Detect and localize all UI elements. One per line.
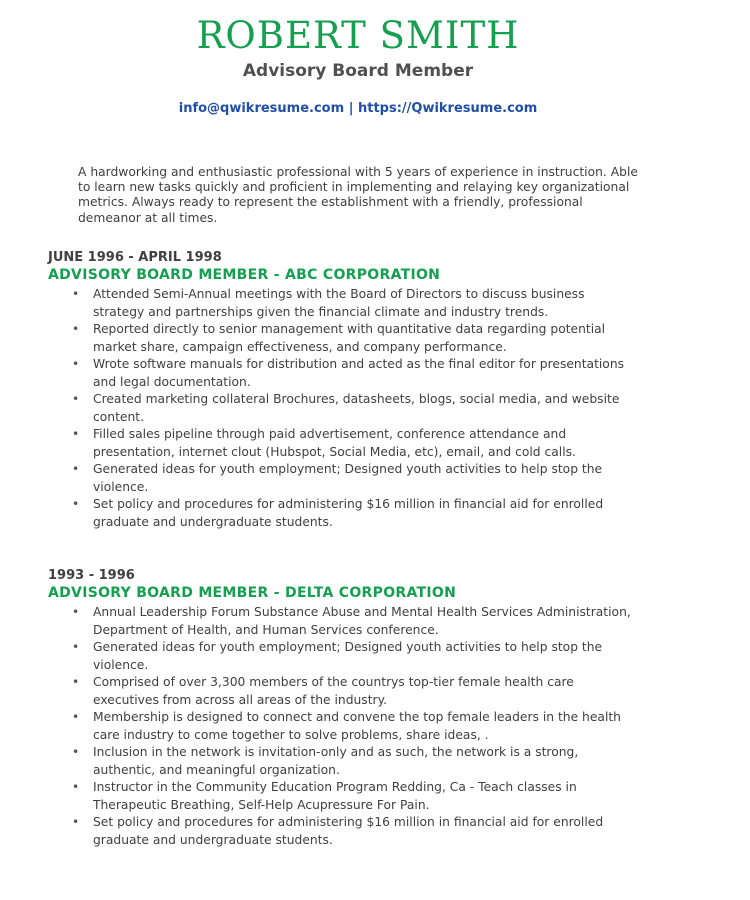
- list-item: • Inclusion in the network is invitation-only and as such, the network is a strong, authentic, and meaningful organization.: [48, 744, 633, 779]
- list-item: • Set policy and procedures for administering $16 million in financial aid for enrolled graduate and undergraduate students.: [48, 496, 633, 531]
- summary-paragraph: A hardworking and enthusiastic professional with 5 years of experience in instruction. Able to learn new tasks quickly and proficient in implementing and relaying key organizational metrics. Always ready to represent the establishment with a friendly, professional demeanor at all times.: [78, 165, 638, 225]
- job-role: ADVISORY BOARD MEMBER - DELTA CORPORATION: [48, 585, 457, 601]
- duties-list: [48, 604, 668, 849]
- list-item: • Membership is designed to connect and convene the top female leaders in the health care industry to come together to solve problems, share ideas, .: [48, 709, 633, 744]
- list-item: • Reported directly to senior management with quantitative data regarding potential market share, campaign effectiveness, and company performance.: [48, 321, 633, 356]
- job-dates: JUNE 1996 - APRIL 1998: [48, 250, 222, 265]
- list-item: • Attended Semi-Annual meetings with the Board of Directors to discuss business strategy and partnerships given the financial climate and industry trends.: [48, 286, 633, 321]
- website-link[interactable]: https://Qwikresume.com: [357, 101, 538, 116]
- list-item: • Generated ideas for youth employment; Designed youth activities to help stop the violence.: [48, 461, 633, 496]
- list-item: • Filled sales pipeline through paid advertisement, conference attendance and presentation, internet clout (Hubspot, Social Media, etc), email, and cold calls.: [48, 426, 633, 461]
- list-item: • Comprised of over 3,300 members of the countrys top-tier female health care executives from across all areas of the industry.: [48, 674, 633, 709]
- duties-list: [48, 286, 668, 531]
- contact-separator: |: [348, 101, 354, 116]
- list-item: • Generated ideas for youth employment; Designed youth activities to help stop the violence.: [48, 639, 633, 674]
- list-item: • Set policy and procedures for administering $16 million in financial aid for enrolled graduate and undergraduate students.: [48, 814, 633, 849]
- experience-section: [48, 568, 668, 849]
- list-item: • Instructor in the Community Education Program Redding, Ca - Teach classes in Therapeutic Breathing, Self-Help Acupressure For Pain.: [48, 779, 633, 814]
- list-item: • Annual Leadership Forum Substance Abuse and Mental Health Services Administration, Department of Health, and Human Services conference.: [48, 604, 633, 639]
- list-item: • Created marketing collateral Brochures, datasheets, blogs, social media, and website content.: [48, 391, 633, 426]
- candidate-title: Advisory Board Member: [242, 61, 474, 81]
- list-item: • Wrote software manuals for distribution and acted as the final editor for presentations and legal documentation.: [48, 356, 633, 391]
- experience-section: [48, 250, 668, 531]
- contact-line: [0, 100, 716, 118]
- job-dates: 1993 - 1996: [48, 568, 135, 583]
- job-role: ADVISORY BOARD MEMBER - ABC CORPORATION: [48, 267, 441, 283]
- candidate-name: ROBERT SMITH: [196, 14, 520, 57]
- email-link[interactable]: info@qwikresume.com: [178, 101, 345, 116]
